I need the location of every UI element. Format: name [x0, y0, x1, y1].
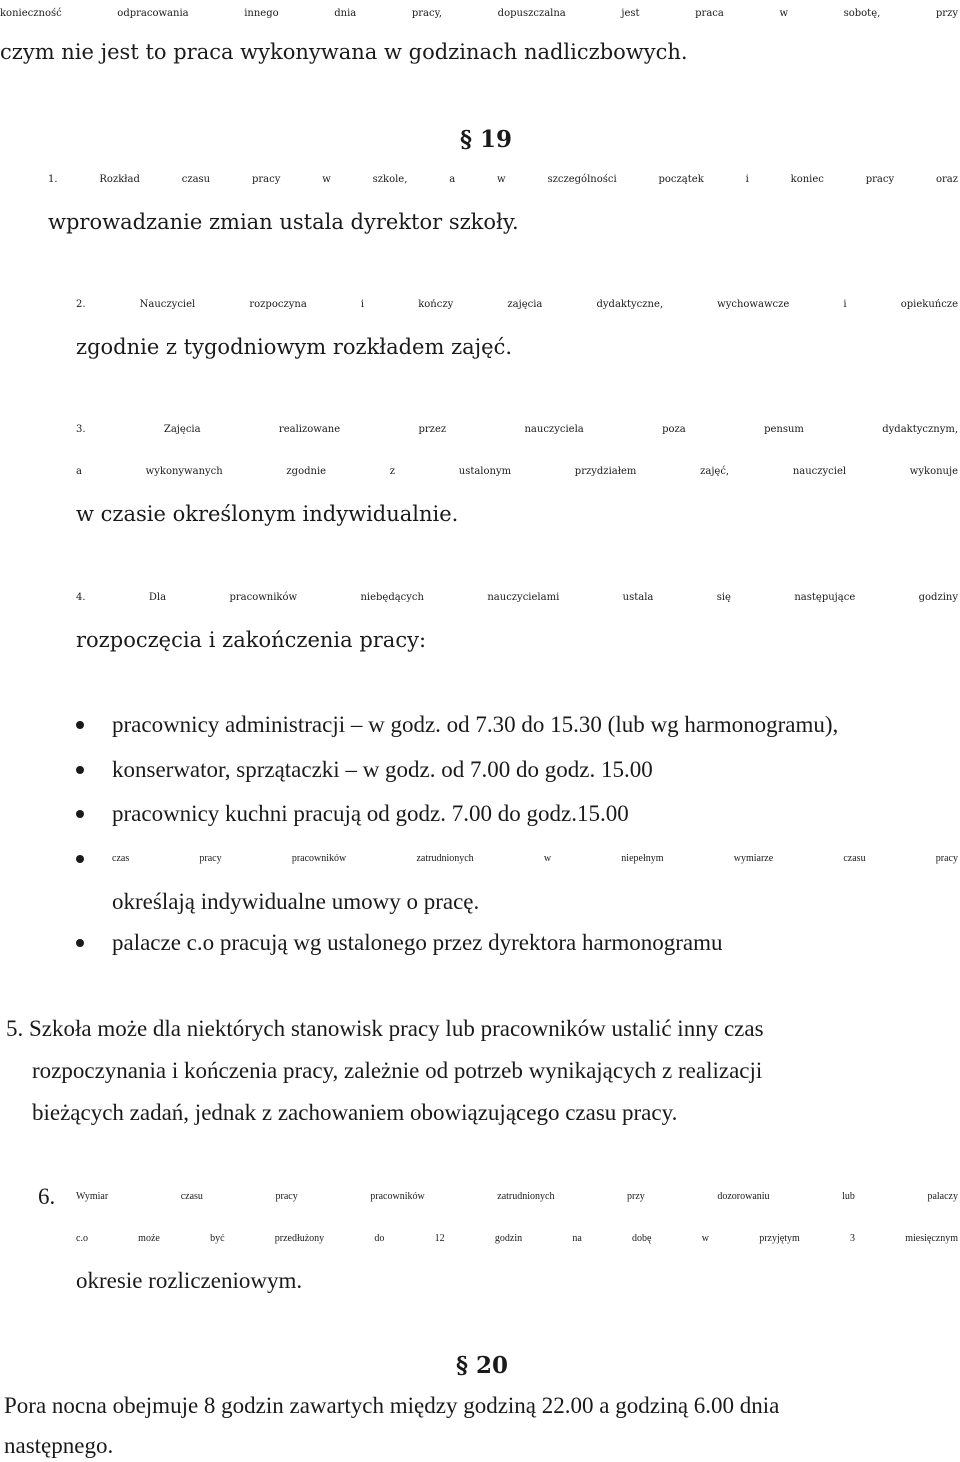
bullet-item-4-line-2: określają indywidualne umowy o pracę.	[112, 889, 480, 914]
item-1-line-1: 1. Rozkład czasu pracy w szkole, a w szczególności początek i koniec pracy oraz	[48, 174, 958, 185]
item-5-line-2: rozpoczynania i kończenia pracy, zależnie od potrzeb wynikających z realizacji	[32, 1058, 763, 1083]
bullet-item-1: pracownicy administracji – w godz. od 7.30 do 15.30 (lub wg harmonogramu),	[112, 712, 839, 737]
section-20-heading: § 20	[456, 1352, 509, 1379]
bullet-item-5: palacze c.o pracują wg ustalonego przez dyrektora harmonogramu	[112, 930, 723, 955]
section-20-line-2: następnego.	[4, 1433, 114, 1458]
bullet-item-2: konserwator, sprzątaczki – w godz. od 7.00 do godz. 15.00	[112, 757, 653, 782]
bullet-dot	[76, 810, 84, 818]
item-2-line-2: zgodnie z tygodniowym rozkładem zajęć.	[76, 335, 513, 359]
bullet-dot	[76, 939, 84, 947]
item-4-line-2: rozpoczęcia i zakończenia pracy:	[76, 628, 427, 652]
item-3-line-2: a wykonywanych zgodnie z ustalonym przydziałem zajęć, nauczyciel wykonuje	[76, 466, 958, 477]
item-2-line-1: 2. Nauczyciel rozpoczyna i kończy zajęcia dydaktyczne, wychowawcze i opiekuńcze	[76, 299, 958, 310]
bullet-item-4-line-1: czas pracy pracowników zatrudnionych w niepełnym wymiarze czasu pracy	[112, 853, 958, 864]
item-6-line-2: c.o może być przedłużony do 12 godzin na dobę w przyjętym 3 miesięcznym	[76, 1233, 958, 1244]
item-6-line-3: okresie rozliczeniowym.	[76, 1268, 303, 1293]
item-6-line-1: Wymiar czasu pracy pracowników zatrudnionych przy dozorowaniu lub palaczy	[76, 1191, 958, 1202]
item-3-line-3: w czasie określonym indywidualnie.	[76, 502, 459, 526]
intro-line-1: konieczność odpracowania innego dnia pracy, dopuszczalna jest praca w sobotę, przy	[0, 8, 958, 19]
item-6-number: 6.	[38, 1184, 56, 1209]
item-1-line-2: wprowadzanie zmian ustala dyrektor szkoły.	[48, 210, 519, 234]
bullet-item-3: pracownicy kuchni pracują od godz. 7.00 do godz.15.00	[112, 801, 629, 826]
item-3-line-1: 3. Zajęcia realizowane przez nauczyciela poza pensum dydaktycznym,	[76, 424, 958, 435]
section-20-line-1: Pora nocna obejmuje 8 godzin zawartych między godziną 22.00 a godziną 6.00 dnia	[4, 1393, 780, 1418]
bullet-dot	[76, 721, 84, 729]
bullet-dot	[76, 766, 84, 774]
item-5-line-3: bieżących zadań, jednak z zachowaniem obowiązującego czasu pracy.	[32, 1100, 678, 1125]
item-4-line-1: 4. Dla pracowników niebędących nauczycielami ustala się następujące godziny	[76, 592, 958, 603]
intro-line-2: czym nie jest to praca wykonywana w godzinach nadliczbowych.	[0, 40, 688, 64]
section-19-heading: § 19	[460, 126, 513, 153]
item-5-line-1: 5. Szkoła może dla niektórych stanowisk pracy lub pracowników ustalić inny czas	[6, 1016, 764, 1041]
bullet-dot	[76, 855, 84, 863]
